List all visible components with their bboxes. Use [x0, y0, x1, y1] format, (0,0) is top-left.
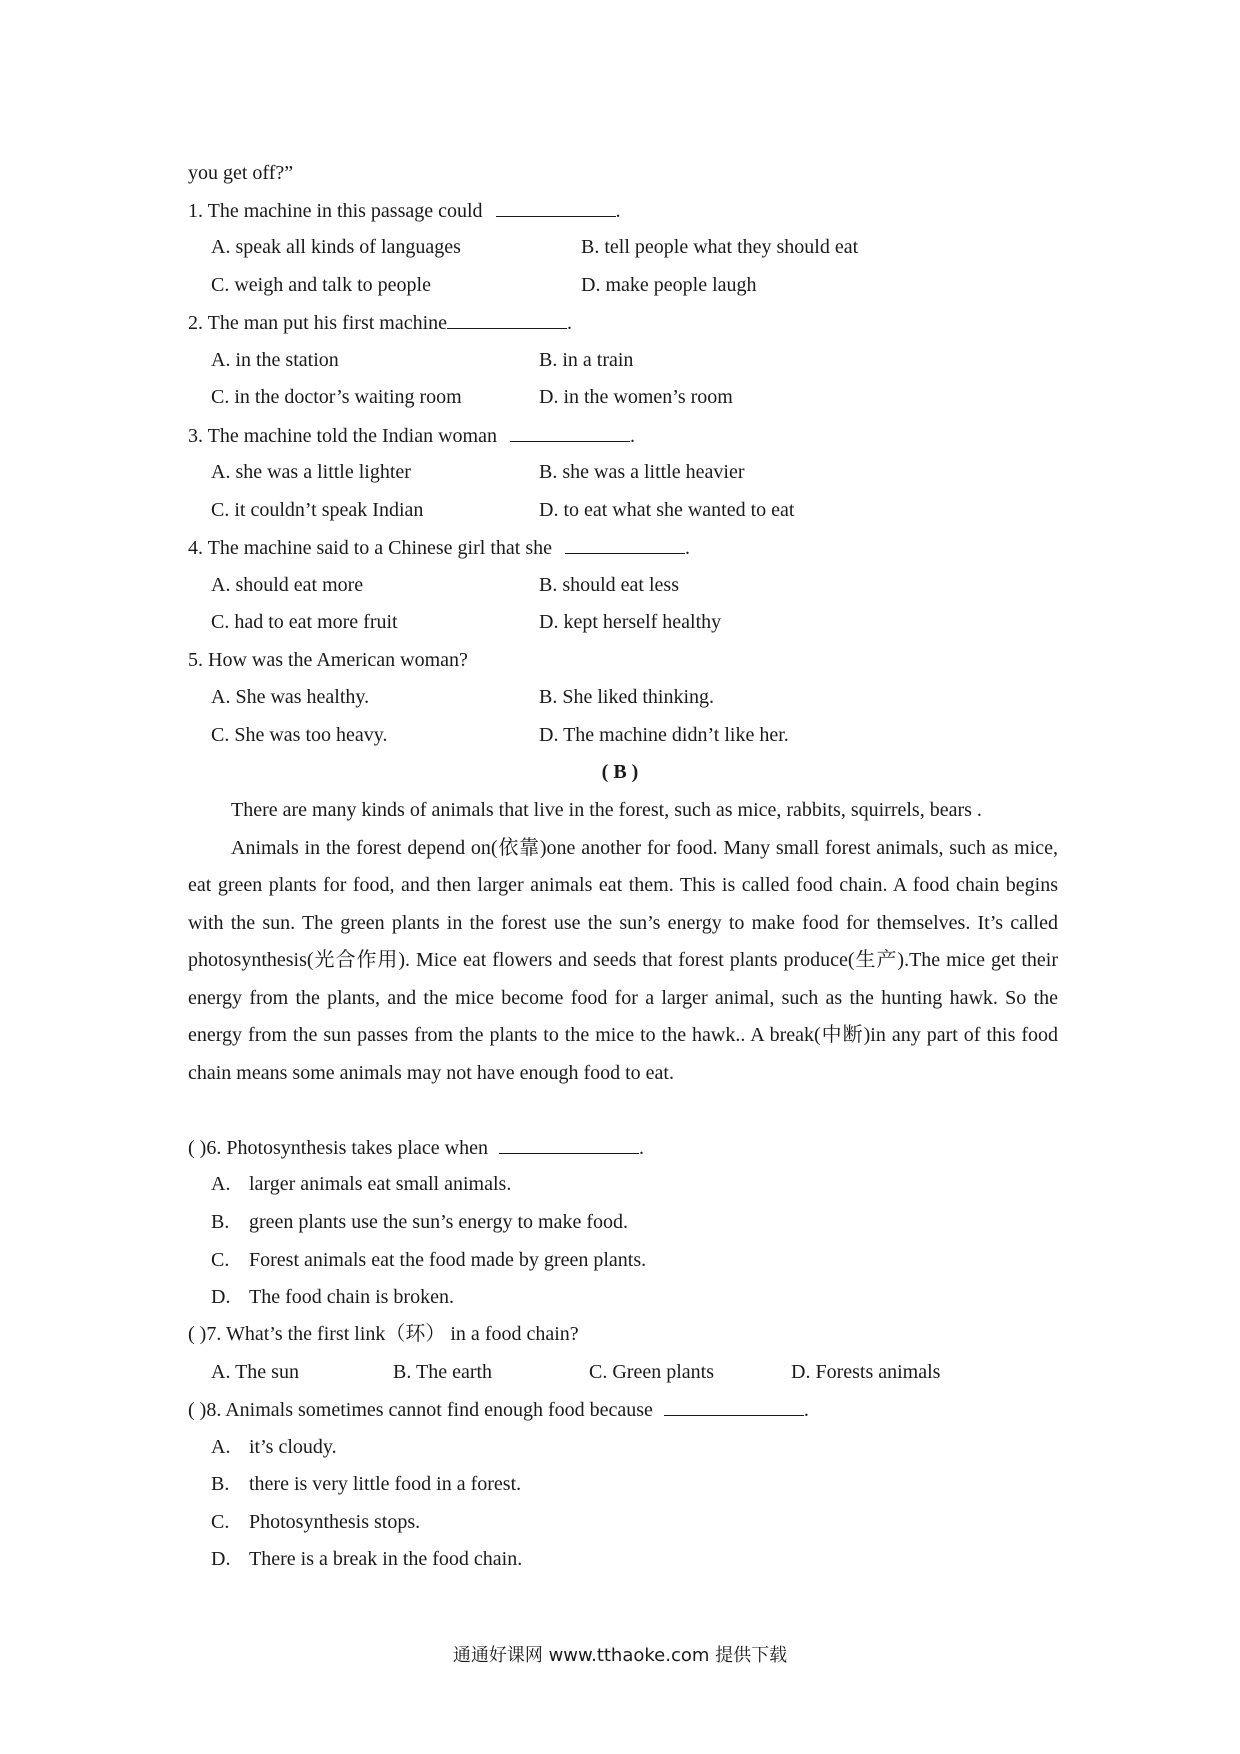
- option-a: A. should eat more: [211, 574, 364, 596]
- answer-blank: [499, 1135, 639, 1154]
- option-c: C. it couldn’t speak Indian: [211, 499, 424, 521]
- question-stem: 4. The machine said to a Chinese girl that she: [188, 537, 552, 559]
- question-stem: 7. What’s the first link（环） in a food chain?: [206, 1323, 579, 1345]
- option-c: C. Green plants: [589, 1361, 714, 1383]
- answer-blank: [664, 1397, 804, 1416]
- option-a: A. it’s cloudy.: [211, 1436, 337, 1458]
- option-b: B. The earth: [393, 1361, 493, 1383]
- option-a: A. in the station: [211, 349, 339, 371]
- answer-blank: [496, 198, 616, 217]
- option-d: D. There is a break in the food chain.: [211, 1548, 523, 1570]
- question-stem: 1. The machine in this passage could: [188, 200, 483, 222]
- answer-blank: [565, 535, 685, 554]
- question-end: .: [684, 537, 690, 559]
- option-c: C. weigh and talk to people: [211, 274, 431, 296]
- option-d: D. Forests animals: [791, 1361, 941, 1383]
- question-6: [188, 1135, 644, 1160]
- section-b-title: ( B ): [601, 761, 639, 783]
- question-stem: 6. Photosynthesis takes place when: [206, 1137, 488, 1159]
- option-d: D. make people laugh: [581, 274, 757, 296]
- option-b: B. green plants use the sun’s energy to make food.: [211, 1211, 628, 1233]
- question-stem: 8. Animals sometimes cannot find enough food because: [206, 1399, 653, 1421]
- option-a: A. larger animals eat small animals.: [211, 1173, 512, 1195]
- question-7: [188, 1322, 579, 1346]
- option-d: D. in the women’s room: [539, 386, 733, 408]
- answer-blank: [510, 423, 630, 442]
- question-8: [188, 1397, 809, 1422]
- question-end: .: [615, 200, 621, 222]
- option-b: B. there is very little food in a forest.: [211, 1473, 522, 1495]
- question-end: .: [567, 312, 573, 334]
- option-d: D. kept herself healthy: [539, 611, 722, 633]
- option-c: C. in the doctor’s waiting room: [211, 386, 462, 408]
- answer-blank: [447, 310, 567, 329]
- option-b: B. she was a little heavier: [539, 461, 745, 483]
- question-stem: 2. The man put his first machine: [188, 312, 448, 334]
- answer-bracket: ( ): [188, 1323, 207, 1345]
- option-b: B. should eat less: [539, 574, 679, 596]
- page-footer: 通通好课网 www.tthaoke.com 提供下载: [452, 1645, 788, 1666]
- option-c: C. Forest animals eat the food made by green plants.: [211, 1249, 647, 1271]
- question-4: [188, 535, 690, 560]
- question-5: [188, 648, 468, 672]
- question-1: [188, 198, 621, 223]
- option-a: A. speak all kinds of languages: [211, 236, 461, 258]
- question-stem: 5. How was the American woman?: [188, 649, 468, 671]
- passage-paragraph: There are many kinds of animals that live in the forest, such as mice, rabbits, squirrels, bears .: [231, 799, 982, 821]
- question-end: .: [803, 1399, 809, 1421]
- option-a: A. She was healthy.: [211, 686, 370, 708]
- option-c: C. She was too heavy.: [211, 724, 388, 746]
- passage-b: [188, 792, 1058, 1092]
- option-b: B. in a train: [539, 349, 634, 371]
- question-2: [188, 310, 572, 335]
- option-d: D. to eat what she wanted to eat: [539, 499, 795, 521]
- passage-paragraph: Animals in the forest depend on(依靠)one another for food. Many small forest animals, such as mice, eat green plants for food, and then larger animals eat them. This is called food chain. A food chain begins with the sun. The green plants in the forest use the sun’s energy to make food for themselves. It’s called photosynthesis(光合作用). Mice eat flowers and seeds that forest plants produce(生产).The mice get their energy from the plants, and the mice become food for a larger animal, such as the hunting hawk. So the energy from the sun passes from the plants to the mice to the hawk.. A break(中断)in any part of this food chain means some animals may not have enough food to eat.: [188, 836, 1058, 1084]
- answer-bracket: ( ): [188, 1399, 207, 1421]
- answer-bracket: ( ): [188, 1137, 207, 1159]
- carryover-line: you get off?”: [188, 162, 294, 184]
- question-3: [188, 423, 635, 448]
- option-b: B. tell people what they should eat: [581, 236, 859, 258]
- option-a: A. she was a little lighter: [211, 461, 411, 483]
- option-d: D. The food chain is broken.: [211, 1286, 454, 1308]
- question-end: .: [638, 1137, 644, 1159]
- option-c: C. had to eat more fruit: [211, 611, 398, 633]
- question-stem: 3. The machine told the Indian woman: [188, 425, 497, 447]
- option-a: A. The sun: [211, 1361, 299, 1383]
- question-end: .: [630, 425, 635, 447]
- option-d: D. The machine didn’t like her.: [539, 724, 789, 746]
- option-b: B. She liked thinking.: [539, 686, 714, 708]
- option-c: C. Photosynthesis stops.: [211, 1511, 421, 1533]
